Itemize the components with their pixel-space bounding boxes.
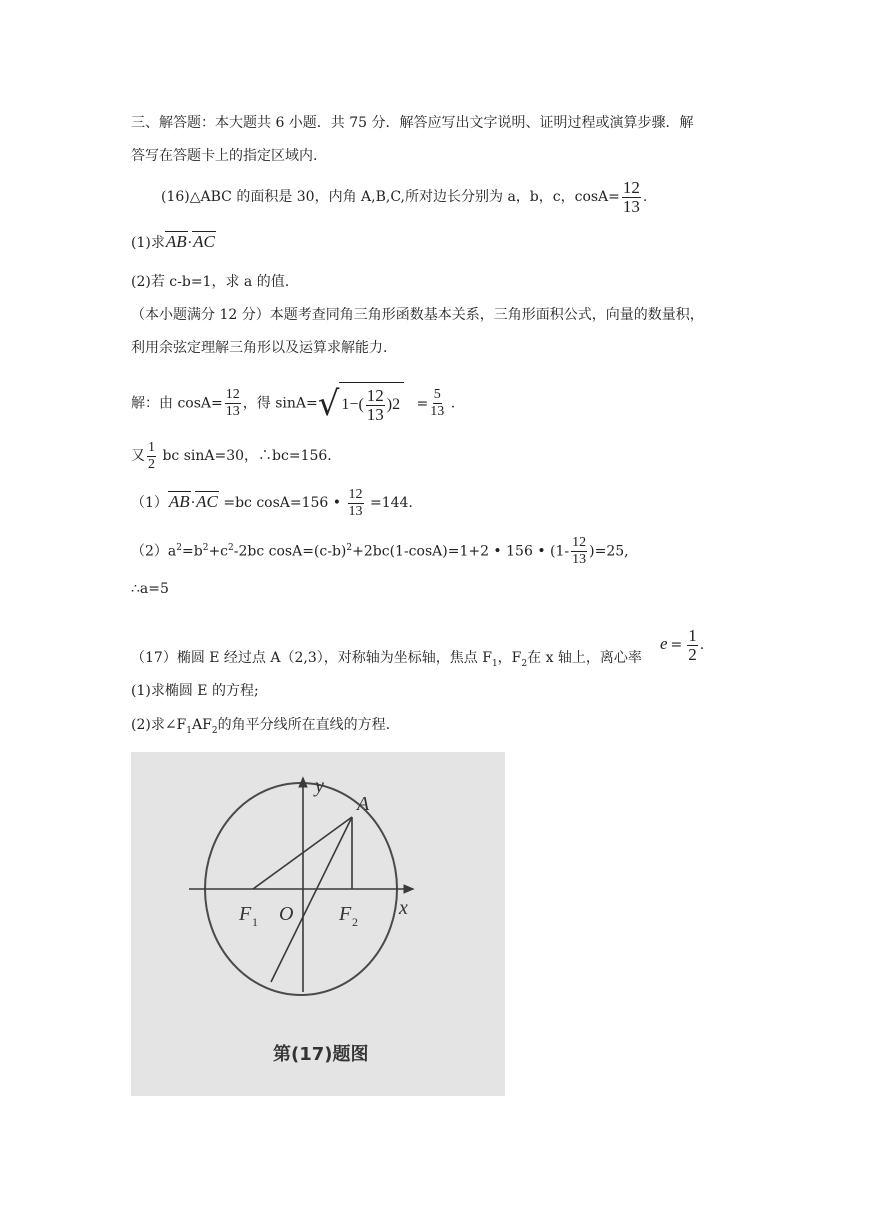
p2-rest2: +2bc(1-cosA)=1+2 • 156 • (1- [352,543,570,560]
q16-stem [161,177,647,217]
fraction-denominator: 2 [148,456,155,472]
q16-solution-sin [131,382,455,425]
label-f2-subscript: 2 [352,915,358,929]
fraction-numerator: 12 [572,535,587,551]
q17-part1 [131,681,259,701]
q16-part1 [131,232,216,253]
ellipse-diagram [131,752,505,1096]
p1-end: =144. [369,495,413,511]
paren-close: )2 [386,396,401,413]
inner-fraction [366,387,385,424]
vector-ac: AC [193,232,215,251]
cos-fraction-2 [225,387,241,420]
sqrt-expression [318,382,404,425]
label-o: O [279,903,294,925]
p2-rest: -2bc cosA=(c-b) [233,543,347,560]
bc-suffix: bc sinA=30，∴bc=156. [162,448,332,464]
p1-prefix: （1） [131,495,168,511]
fraction-denominator: 13 [348,503,363,519]
fraction-numerator: 1 [688,625,697,645]
q17-part1-text: (1)求椭圆 E 的方程; [131,683,259,699]
label-x: x [399,897,408,919]
q16-result-2 [131,528,629,572]
q17-stem [131,648,642,674]
q17-part2-prefix: (2)求∠F [131,717,187,733]
answer-text: ∴a=5 [131,581,169,597]
q17-stem-end: 在 x 轴上，离心率 [527,650,642,666]
fraction-numerator: 5 [433,387,441,402]
q17-part2 [131,715,390,741]
eccentricity-formula [660,622,704,667]
label-f1-subscript: 1 [252,915,258,929]
section-header-text: 三、解答题：本大题共 6 小题．共 75 分．解答应写出文字说明、证明过程或演算步骤．解 [131,115,694,131]
fraction-denominator: 13 [366,404,384,424]
q17-stem-mid: ，F [497,650,522,666]
sin-fraction [430,387,444,420]
minus: − [349,396,359,413]
label-f1: F [239,903,252,925]
superscript: 2 [346,543,353,553]
section-header-line-1 [131,113,694,133]
section-header-line-2 [131,146,317,166]
note-text-2: 利用余弦定理解三角形以及运算求解能力. [131,340,388,356]
e-fraction [687,627,698,664]
fraction-numerator: 1 [148,439,155,455]
p1-mid: =bc cosA=156 • [223,495,342,511]
radicand [339,382,404,425]
one: 1 [341,396,350,413]
p2-c: +c [208,543,229,560]
solution-mid: ，得 sinA= [242,395,318,412]
fraction-denominator: 13 [622,196,640,216]
fraction-numerator: 12 [348,486,363,502]
p2-prefix: （2）a [131,543,177,560]
q16-note-2 [131,338,387,358]
q16-part2 [131,272,289,292]
fraction-numerator: 12 [225,387,240,402]
vector-ab: AB [168,492,190,511]
superscript: 2 [202,543,209,553]
q17-stem-text: （17）椭圆 E 经过点 A（2,3），对称轴为坐标轴，焦点 F [131,650,492,666]
part2-text: (2)若 c-b=1，求 a 的值. [131,274,290,290]
bc-prefix: 又 [131,448,145,464]
fraction-numerator: 12 [366,385,384,405]
figure-caption: 第(17)题图 [273,1044,369,1065]
equals: = [670,637,683,653]
equals: = [416,395,429,412]
fraction-denominator: 13 [572,552,587,568]
e-variable: e [660,634,668,653]
q16-stem-text: (16)△ABC 的面积是 30，内角 A,B,C,所对边长分别为 a，b，c，cosA= [161,189,620,205]
fraction-denominator: 2 [688,644,697,664]
label-y: y [315,775,324,797]
period: . [642,189,648,205]
label-f2: F [339,903,352,925]
subscript: 2 [521,658,528,669]
p2-b: =b [182,543,203,560]
q16-result-1 [131,482,413,523]
q17-part2-end: 的角平分线所在直线的方程. [217,717,391,733]
period: . [450,395,456,412]
q17-part2-mid: AF [192,717,212,733]
part-label: (1)求 [131,235,165,251]
superscript: 2 [176,543,182,553]
subscript: 1 [491,658,498,669]
subscript: 1 [186,725,193,736]
section-header-text-2: 答写在答题卡上的指定区域内. [131,148,318,164]
solution-prefix: 解：由 cosA= [131,395,223,412]
half-fraction [147,440,156,473]
period: . [699,637,705,653]
cos-fraction-4 [571,535,587,568]
cos-a-fraction [622,179,641,216]
vector-ac: AC [196,492,218,511]
p2-end: )=25, [589,543,629,560]
fraction-numerator: 12 [622,177,640,197]
dot-operator: · [190,495,196,511]
q16-note-1 [131,305,704,325]
cos-fraction-3 [348,487,364,520]
q16-answer [131,579,169,599]
radical-sign: √ [317,383,340,424]
superscript: 2 [228,543,234,553]
fraction-denominator: 13 [225,404,240,419]
vector-ab: AB [165,232,187,251]
subscript: 2 [211,725,218,736]
q16-bc-line [131,436,332,476]
note-text-1: （本小题满分 12 分）本题考查同角三角形函数基本关系，三角形面积公式，向量的数量积， [131,307,704,323]
dot-operator: · [187,235,193,251]
fraction-denominator: 13 [430,404,445,419]
paren-open: ( [358,396,364,413]
ellipse-figure [131,752,505,1096]
label-a: A [357,793,370,815]
